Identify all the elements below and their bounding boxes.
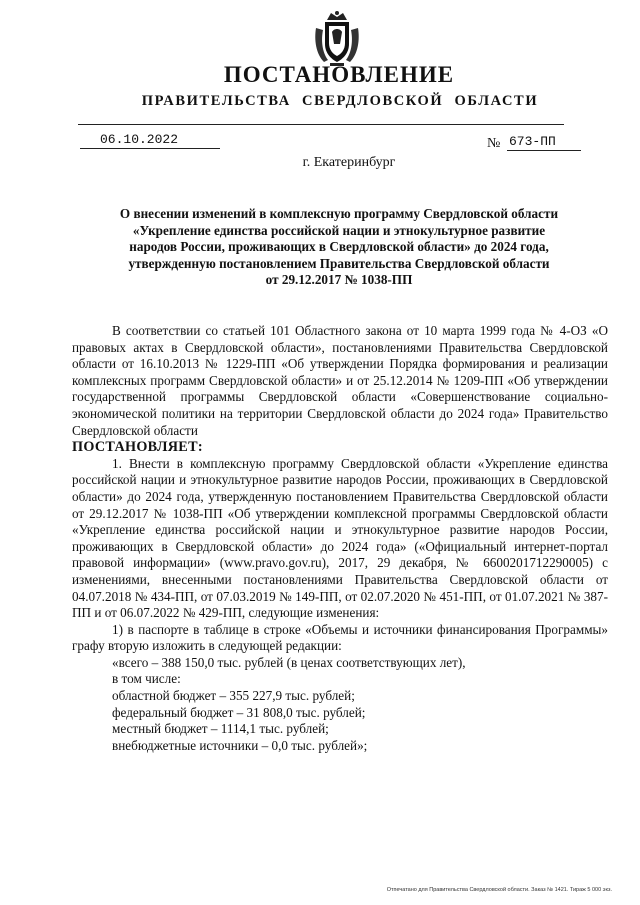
issuer-subtitle: ПРАВИТЕЛЬСТВА СВЕРДЛОВСКОЙ ОБЛАСТИ bbox=[141, 93, 539, 109]
funding-line: областной бюджет – 355 227,9 тыс. рублей; bbox=[112, 688, 355, 704]
city-line: г. Екатеринбург bbox=[302, 155, 396, 170]
document-date: 06.10.2022 bbox=[80, 132, 220, 149]
heading-line: О внесении изменений в комплексную программу Свердловской области bbox=[119, 206, 559, 221]
funding-line: «всего – 388 150,0 тыс. рублей (в ценах соответствующих лет), bbox=[112, 654, 466, 670]
heading-line: народов России, проживающих в Свердловской области» до 2024 года, bbox=[129, 239, 549, 255]
decree-word: ПОСТАНОВЛЯЕТ: bbox=[72, 439, 203, 456]
resolution-heading bbox=[84, 206, 594, 289]
heading-line: от 29.12.2017 № 1038-ПП bbox=[265, 272, 413, 288]
number-label: № bbox=[487, 136, 501, 151]
funding-line: в том числе: bbox=[112, 671, 181, 687]
funding-line: внебюджетные источники – 0,0 тыс. рублей»; bbox=[112, 737, 368, 753]
funding-line: федеральный бюджет – 31 808,0 тыс. рублей; bbox=[112, 704, 366, 720]
item-1-paragraph: 1. Внести в комплексную программу Свердловской области «Укрепление единства российской нации и этнокультурное развитие народов России, проживающих в Свердловской области» до 2024 года, утвержденную постановлением Правительства Свердловской области от 29.12.2017 № 1038-ПП «Об утверждении комплексной программы Свердловской области «Укрепление единства российской нации и этнокультурное развитие народов России, проживающих в Свердловской области» до 2024 года» («Официальный интернет-портал правовой информации» (www.pravo.gov.ru), 2017, 29 декабря, № 6600201712290005) с изменениями, внесенными постановлениями Правительства Свердловской области от 04.07.2018 № 434-ПП, от 07.03.2019 № 149-ПП, от 02.07.2020 № 451-ПП, от 01.07.2021 № 387-ПП и от 06.07.2022 № 429-ПП, следующие изменения: bbox=[72, 455, 608, 621]
header-divider bbox=[78, 124, 564, 125]
heading-line: утвержденную постановлением Правительства Свердловской области bbox=[128, 255, 550, 271]
subitem-1-paragraph: 1) в паспорте в таблице в строке «Объемы и источники финансирования Программы» графу вторую изложить в следующей редакции: bbox=[72, 621, 608, 654]
funding-line: местный бюджет – 1114,1 тыс. рублей; bbox=[112, 721, 329, 737]
preamble-paragraph: В соответствии со статьей 101 Областного закона от 10 марта 1999 года № 4-ОЗ «О правовых актах в Свердловской области», постановлениями Правительства Свердловской области от 16.10.2013 № 1229-ПП «Об утверждении Порядка формирования и реализации комплексных программ Свердловской области» и от 25.12.2014 № 1209-ПП «Об утверждении государственной программы Свердловской области «Совершенствование социально-экономической политики на территории Свердловской области до 2024 года» Правительство Свердловской области bbox=[72, 323, 608, 438]
document-title: ПОСТАНОВЛЕНИЕ bbox=[223, 62, 455, 87]
coat-of-arms-icon bbox=[312, 10, 362, 66]
document-number: 673-ПП bbox=[507, 134, 581, 151]
document-body bbox=[72, 323, 608, 754]
heading-line: «Укрепление единства российской нации и этнокультурное развитие bbox=[132, 222, 546, 238]
print-footer: Отпечатано для Правительства Свердловской области. Заказ № 1421. Тираж 5 000 экз. bbox=[386, 887, 612, 893]
